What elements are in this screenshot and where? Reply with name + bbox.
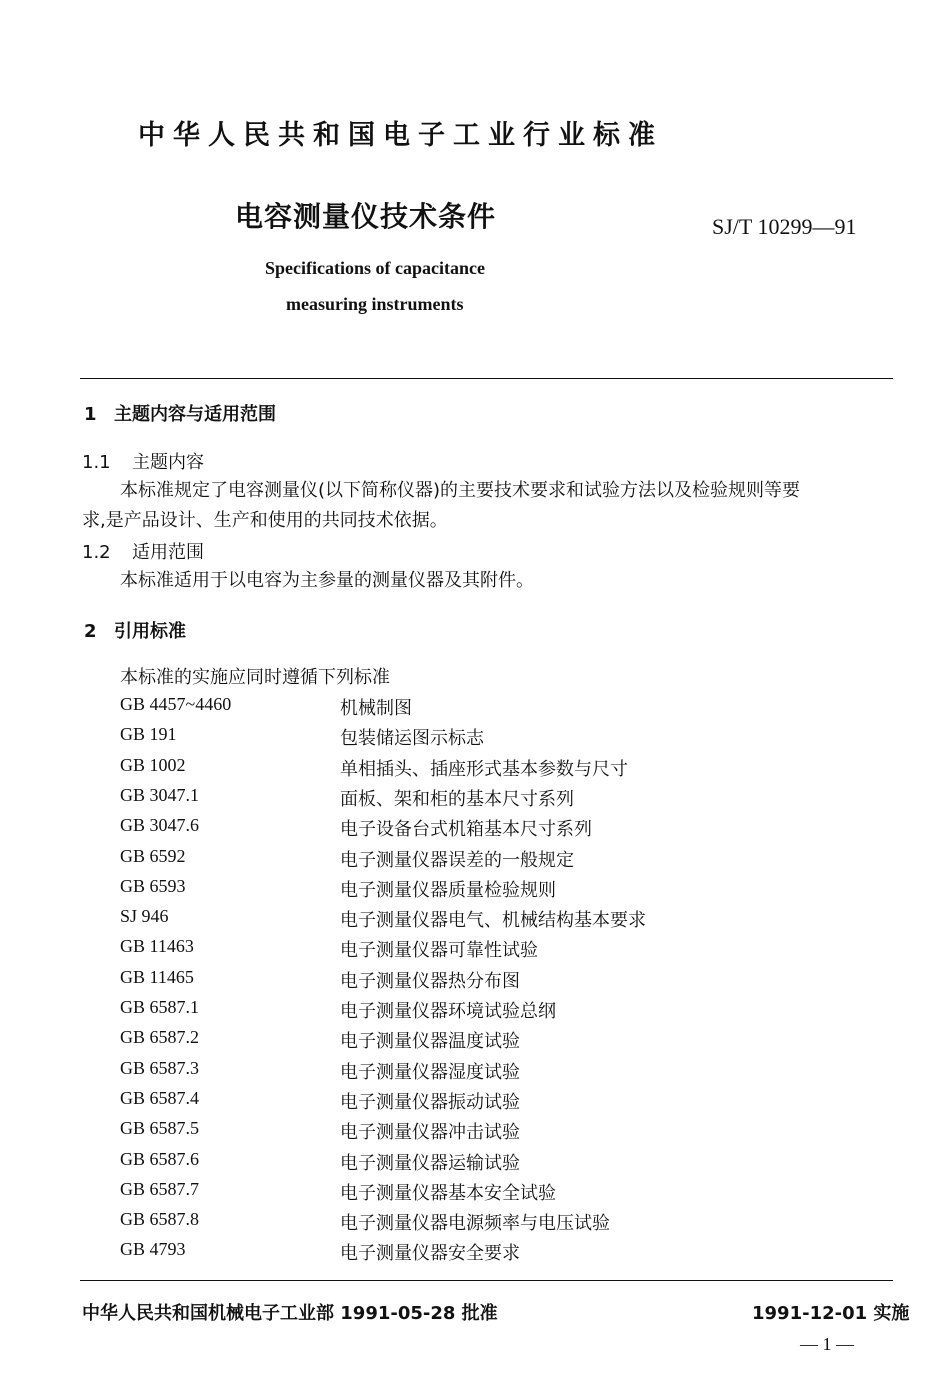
reference-code: GB 6587.8 (120, 1209, 200, 1229)
top-divider (80, 378, 893, 379)
reference-code: GB 4793 (120, 1239, 186, 1259)
paragraph-1-1-line-1: 本标准规定了电容测量仪(以下简称仪器)的主要技术要求和试验方法以及检验规则等要 (120, 480, 801, 501)
section-2-heading (84, 617, 186, 643)
section-number: 1.1 (82, 452, 111, 473)
reference-code: GB 6587.2 (120, 1027, 200, 1047)
reference-code: GB 6593 (120, 876, 186, 896)
reference-code: GB 6592 (120, 846, 186, 866)
reference-title: 电子测量仪器基本安全试验 (340, 1183, 556, 1204)
page-number: — 1 — (800, 1334, 854, 1354)
reference-code: GB 6587.5 (120, 1118, 200, 1138)
section-1-2-heading (82, 538, 204, 564)
reference-code: GB 11465 (120, 967, 194, 987)
reference-code: GB 6587.3 (120, 1058, 200, 1078)
approval-line: 中华人民共和国机械电子工业部 1991-05-28 批准 (82, 1303, 498, 1324)
document-title: 电容测量仪技术条件 (235, 200, 497, 233)
section-1-heading (84, 400, 276, 426)
paragraph-1-1-line-2: 求,是产品设计、生产和使用的共同技术依据。 (82, 510, 448, 531)
reference-title: 电子设备台式机箱基本尺寸系列 (340, 819, 592, 840)
section-title: 适用范围 (132, 542, 204, 563)
reference-title: 电子测量仪器电源频率与电压试验 (340, 1213, 610, 1234)
reference-title: 机械制图 (340, 698, 412, 719)
standard-code: SJ/T 10299—91 (712, 214, 857, 239)
reference-code: GB 4457~4460 (120, 694, 232, 714)
reference-title: 包装储运图示标志 (340, 728, 484, 749)
section-title: 主题内容与适用范围 (114, 404, 276, 425)
paragraph-1-2: 本标准适用于以电容为主参量的测量仪器及其附件。 (120, 570, 534, 591)
reference-code: SJ 946 (120, 906, 169, 926)
reference-title: 电子测量仪器湿度试验 (340, 1062, 520, 1083)
reference-code: GB 6587.4 (120, 1088, 200, 1108)
reference-title: 面板、架和柜的基本尺寸系列 (340, 789, 574, 810)
reference-title: 电子测量仪器温度试验 (340, 1031, 520, 1052)
section-number: 1.2 (82, 542, 111, 563)
english-title-line-2: measuring instruments (286, 294, 464, 314)
section-title: 引用标准 (114, 621, 186, 642)
section-number: 1 (84, 404, 97, 425)
reference-title: 电子测量仪器可靠性试验 (340, 940, 538, 961)
issuing-authority-heading: 中华人民共和国电子工业行业标准 (138, 120, 663, 151)
reference-code: GB 6587.6 (120, 1149, 200, 1169)
reference-title: 电子测量仪器热分布图 (340, 971, 520, 992)
references-intro: 本标准的实施应同时遵循下列标准 (120, 667, 390, 688)
reference-title: 电子测量仪器运输试验 (340, 1153, 520, 1174)
reference-title: 电子测量仪器环境试验总纲 (340, 1001, 556, 1022)
section-number: 2 (84, 621, 97, 642)
reference-title: 电子测量仪器质量检验规则 (340, 880, 556, 901)
reference-title: 电子测量仪器安全要求 (340, 1243, 520, 1264)
section-1-1-heading (82, 448, 204, 474)
reference-code: GB 3047.1 (120, 785, 200, 805)
section-title: 主题内容 (132, 452, 204, 473)
english-title-line-1: Specifications of capacitance (265, 258, 485, 278)
reference-title: 电子测量仪器冲击试验 (340, 1122, 520, 1143)
reference-code: GB 11463 (120, 936, 194, 956)
reference-code: GB 1002 (120, 755, 186, 775)
reference-code: GB 3047.6 (120, 815, 200, 835)
reference-title: 电子测量仪器振动试验 (340, 1092, 520, 1113)
reference-code: GB 191 (120, 724, 177, 744)
effective-date: 1991-12-01 实施 (752, 1303, 910, 1324)
reference-title: 电子测量仪器误差的一般规定 (340, 850, 574, 871)
reference-code: GB 6587.1 (120, 997, 200, 1017)
reference-title: 电子测量仪器电气、机械结构基本要求 (340, 910, 646, 931)
reference-title: 单相插头、插座形式基本参数与尺寸 (340, 759, 628, 780)
reference-code: GB 6587.7 (120, 1179, 200, 1199)
bottom-divider (80, 1280, 893, 1281)
